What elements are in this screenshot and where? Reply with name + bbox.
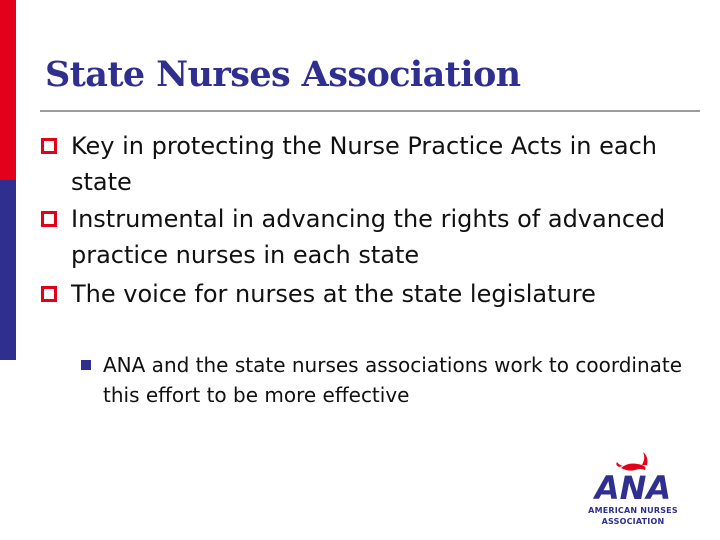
ana-wordmark: ANA xyxy=(594,469,672,500)
bullet-text: Key in protecting the Nurse Practice Acts in each state xyxy=(71,132,657,196)
bullet-item xyxy=(71,128,671,200)
bullet-item xyxy=(71,201,671,273)
ana-logo-mark xyxy=(563,448,703,500)
bullet-text: The voice for nurses at the state legislature xyxy=(71,280,596,308)
bullet-text: Instrumental in advancing the rights of advanced practice nurses in each state xyxy=(71,205,666,269)
hollow-square-bullet-icon xyxy=(41,138,57,154)
slide-title: State Nurses Association xyxy=(45,54,521,95)
lamp-icon xyxy=(616,452,647,471)
hollow-square-bullet-icon xyxy=(41,286,57,302)
side-bar-red xyxy=(0,0,16,180)
filled-square-bullet-icon xyxy=(81,360,91,370)
side-bar-white xyxy=(0,360,16,540)
logo-line-1: AMERICAN NURSES xyxy=(588,506,678,515)
side-bar-blue xyxy=(0,180,16,360)
sub-bullet-text: ANA and the state nurses associations work to coordinate this effort to be more effective xyxy=(103,353,683,407)
bullet-item xyxy=(71,276,671,312)
hollow-square-bullet-icon xyxy=(41,211,57,227)
sub-bullet-item xyxy=(103,350,703,410)
logo-line-2: ASSOCIATION xyxy=(601,517,665,526)
title-divider xyxy=(40,110,700,112)
ana-logo xyxy=(563,448,703,530)
